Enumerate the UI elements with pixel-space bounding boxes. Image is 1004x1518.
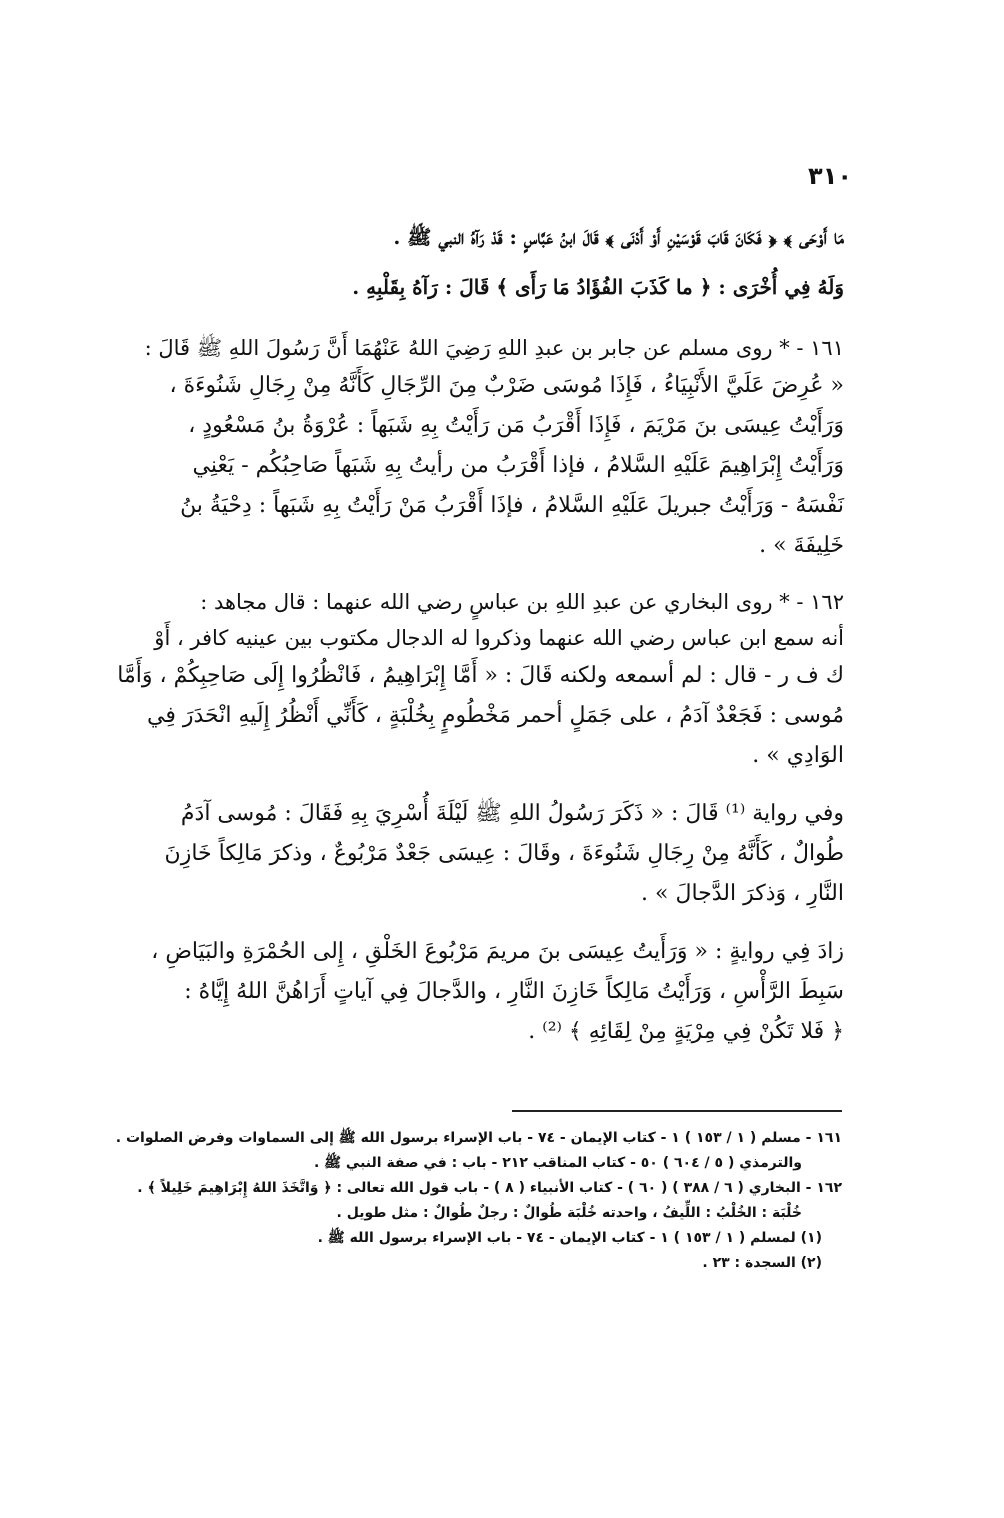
hadith-161-line: ١٦١ - * روى مسلم عن جابر بن عبدِ اللهِ رَضِيَ اللهُ عَنْهُمَا أَنَّ رَسُولَ اللهِ ﷺ قَالَ : xyxy=(144,336,844,360)
hadith-161-line: « عُرِضَ عَلَيَّ الأَنْبِيَاءُ ، فَإِذَا مُوسَى ضَرْبٌ مِنَ الرِّجَالِ كَأَنَّهُ مِنْ رِجَالِ شَنُوءَةَ ، xyxy=(169,373,844,398)
riwaya-one-line: وفي رواية ⁽¹⁾ قَالَ : « ذَكَرَ رَسُولُ اللهِ ﷺ لَيْلَةَ أُسْرِيَ بِهِ فَقَالَ : مُوسى آدَمُ xyxy=(180,801,844,826)
footnote-line: والترمذي ( ٥ / ٦٠٤ ) ٥٠ - كتاب المناقب ٢١٢ - باب : في صفة النبي ﷺ . xyxy=(313,1155,802,1171)
footnotes xyxy=(115,1110,842,1276)
hadith-162-line: مُوسى : فَجَعْدٌ آدَمُ ، على جَمَلٍ أحمر مَخْطُومٍ بِخُلْبَةٍ ، كَأَنِّي أَنْظُرُ إِلَيهِ انْحَدَرَ فِي xyxy=(147,703,844,728)
footnote-line: (٢) السجدة : ٢٣ . xyxy=(702,1255,822,1271)
hadith-162 xyxy=(117,584,844,776)
main-text xyxy=(117,212,844,1052)
hadith-161-line: وَرَأَيْتُ عِيسَى بنَ مَرْيَمَ ، فَإِذَا أَقْرَبُ مَن رَأَيْتُ بِهِ شَبَهاً : عُرْوَةُ بنُ مَسْعُودٍ ، xyxy=(188,413,844,438)
riwaya-two xyxy=(128,932,844,1052)
hadith-162-line: الوَادِي » . xyxy=(752,743,844,768)
hadith-161-line: نَفْسَهُ - وَرَأَيْتُ جبريلَ عَلَيْهِ السَّلامُ ، فإذَا أَقْرَبُ مَنْ رَأَيْتُ بِهِ شَبَهاً : دِحْيَةُ بنُ xyxy=(180,493,844,518)
hadith-162-line: أنه سمع ابن عباس رضي الله عنهما وذكروا له الدجال مكتوب بين عينيه كافر ، أَوْ xyxy=(154,626,844,650)
riwaya-one-line: طُوالٌ ، كَأَنَّهُ مِنْ رِجَالِ شَنُوءَةَ ، وقَالَ : عِيسَى جَعْدٌ مَرْبُوعٌ ، وذكرَ مَالِكاً خَازِنَ xyxy=(164,841,844,866)
hadith-162-line: ك ف ر - قال : لم أسمعه ولكنه قَالَ : « أَمَّا إِبْرَاهِيمُ ، فَانْظُرُوا إِلَى صَاحِبِكُمْ ، وَأَمَّا xyxy=(117,663,844,688)
riwaya-two-line: سَبِطَ الرَّأْسِ ، وَرَأَيْتُ مَالِكاً خَازِنَ النَّارِ ، والدَّجالَ فِي آياتٍ أَرَاهُنَّ اللهُ إِيَّاهُ : xyxy=(184,979,844,1004)
hadith-161 xyxy=(128,330,844,566)
page-number: ٣١٠ xyxy=(808,162,852,190)
footnote-separator xyxy=(512,1110,842,1112)
riwaya-two-line: ﴿ فَلا تَكُنْ فِي مِرْيَةٍ مِنْ لِقَائِهِ ﴾ ⁽²⁾ . xyxy=(528,1019,844,1044)
footnote-line: (١) لمسلم ( ١ / ١٥٣ ) ١ - كتاب الإيمان - ٧٤ - باب الإسراء برسول الله ﷺ . xyxy=(317,1230,822,1246)
footnote-line: خُلْبَة : الخُلْبُ : اللِّيفُ ، واحدته خُلْبَة طُوالٌ : رجلٌ طُوالٌ : مثل طويل . xyxy=(336,1205,802,1221)
footnote-line: ١٦٢ - البخاري ( ٦ / ٣٨٨ ) ( ٦٠ ) - كتاب الأنبياء ( ٨ ) - باب قول الله تعالى : ﴿ وَاتَّخَذَ اللهُ إِبْرَاهِيمَ خَلِيلاً ﴾ . xyxy=(137,1180,842,1196)
hadith-162-line: ١٦٢ - * روى البخاري عن عبدِ اللهِ بن عباسٍ رضي الله عنهما : قال مجاهد : xyxy=(200,590,844,614)
intro-line: وَلَهُ فِي أُخْرَى : ﴿ ما كَذَبَ الفُؤَادُ مَا رَأَى ﴾ قَالَ : رَآهُ بِقَلْبِهِ . xyxy=(352,275,844,299)
intro-line: مَا أَوْحَى ﴾ ﴿ فَكَانَ قَابَ قَوْسَيْنِ أَوْ أَدْنَى ﴾ قَالَ ابنُ عَبَّاسٍ : قَدْ رَآهُ النبي ﷺ . xyxy=(393,225,844,249)
riwaya-one xyxy=(128,794,844,914)
hadith-161-line: وَرَأَيْتُ إِبْرَاهِيمَ عَلَيْهِ السَّلامُ ، فإذا أَقْرَبُ من رأيتُ بِهِ شَبَهاً صَاحِبُكُم - يَعْنِي xyxy=(192,453,844,478)
riwaya-two-line: زادَ فِي روايةٍ : « وَرَأَيتُ عِيسَى بنَ مريمَ مَرْبُوعَ الخَلْقِ ، إِلى الحُمْرَةِ والبَيَاضِ ، xyxy=(151,939,844,964)
intro-block xyxy=(128,212,844,312)
hadith-161-line: خَلِيفَةَ » . xyxy=(759,533,844,558)
riwaya-one-line: النَّارِ ، وَذكرَ الدَّجالَ » . xyxy=(641,881,844,906)
footnote-line: ١٦١ - مسلم ( ١ / ١٥٣ ) ١ - كتاب الإيمان - ٧٤ - باب الإسراء برسول الله ﷺ إلى السماوات وفرض الصلوات . xyxy=(115,1130,842,1146)
